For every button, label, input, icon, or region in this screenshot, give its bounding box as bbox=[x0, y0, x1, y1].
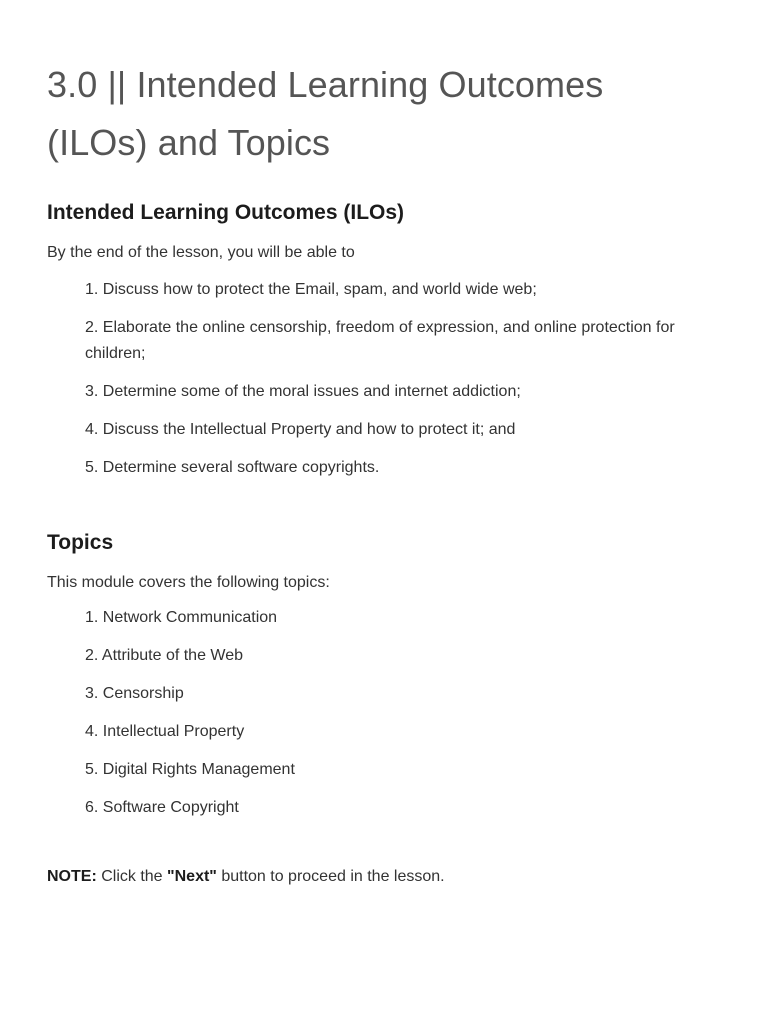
topics-intro: This module covers the following topics: bbox=[47, 574, 330, 591]
ilo-item: 5. Determine several software copyrights. bbox=[85, 459, 380, 476]
topic-item: 2. Attribute of the Web bbox=[85, 647, 244, 664]
ilo-item: 1. Discuss how to protect the Email, spam, and world wide web; bbox=[85, 281, 537, 298]
topics-list bbox=[47, 605, 720, 821]
page-title bbox=[47, 56, 720, 172]
ilo-item: 2. Elaborate the online censorship, freedom of expression, and online protection for children; bbox=[85, 319, 675, 362]
topic-item: 3. Censorship bbox=[85, 685, 184, 702]
topic-item: 1. Network Communication bbox=[85, 609, 278, 626]
note-text-before: Click the bbox=[96, 868, 168, 885]
note-next-emphasis: "Next" bbox=[167, 868, 217, 885]
topic-item: 5. Digital Rights Management bbox=[85, 761, 295, 778]
page-title-line-2: (ILOs) and Topics bbox=[47, 122, 331, 163]
note-label: NOTE: bbox=[47, 868, 97, 885]
page-title-line-1: 3.0 || Intended Learning Outcomes bbox=[47, 64, 604, 105]
ilo-list bbox=[47, 277, 720, 481]
topic-item: 4. Intellectual Property bbox=[85, 723, 245, 740]
topics-heading: Topics bbox=[47, 531, 114, 554]
ilo-intro: By the end of the lesson, you will be able to bbox=[47, 244, 355, 261]
ilo-item: 4. Discuss the Intellectual Property and how to protect it; and bbox=[85, 421, 516, 438]
note-paragraph bbox=[47, 865, 720, 889]
ilo-item: 3. Determine some of the moral issues and internet addiction; bbox=[85, 383, 521, 400]
topic-item: 6. Software Copyright bbox=[85, 799, 239, 816]
ilo-heading: Intended Learning Outcomes (ILOs) bbox=[47, 201, 405, 224]
note-text-after: button to proceed in the lesson. bbox=[216, 868, 445, 885]
